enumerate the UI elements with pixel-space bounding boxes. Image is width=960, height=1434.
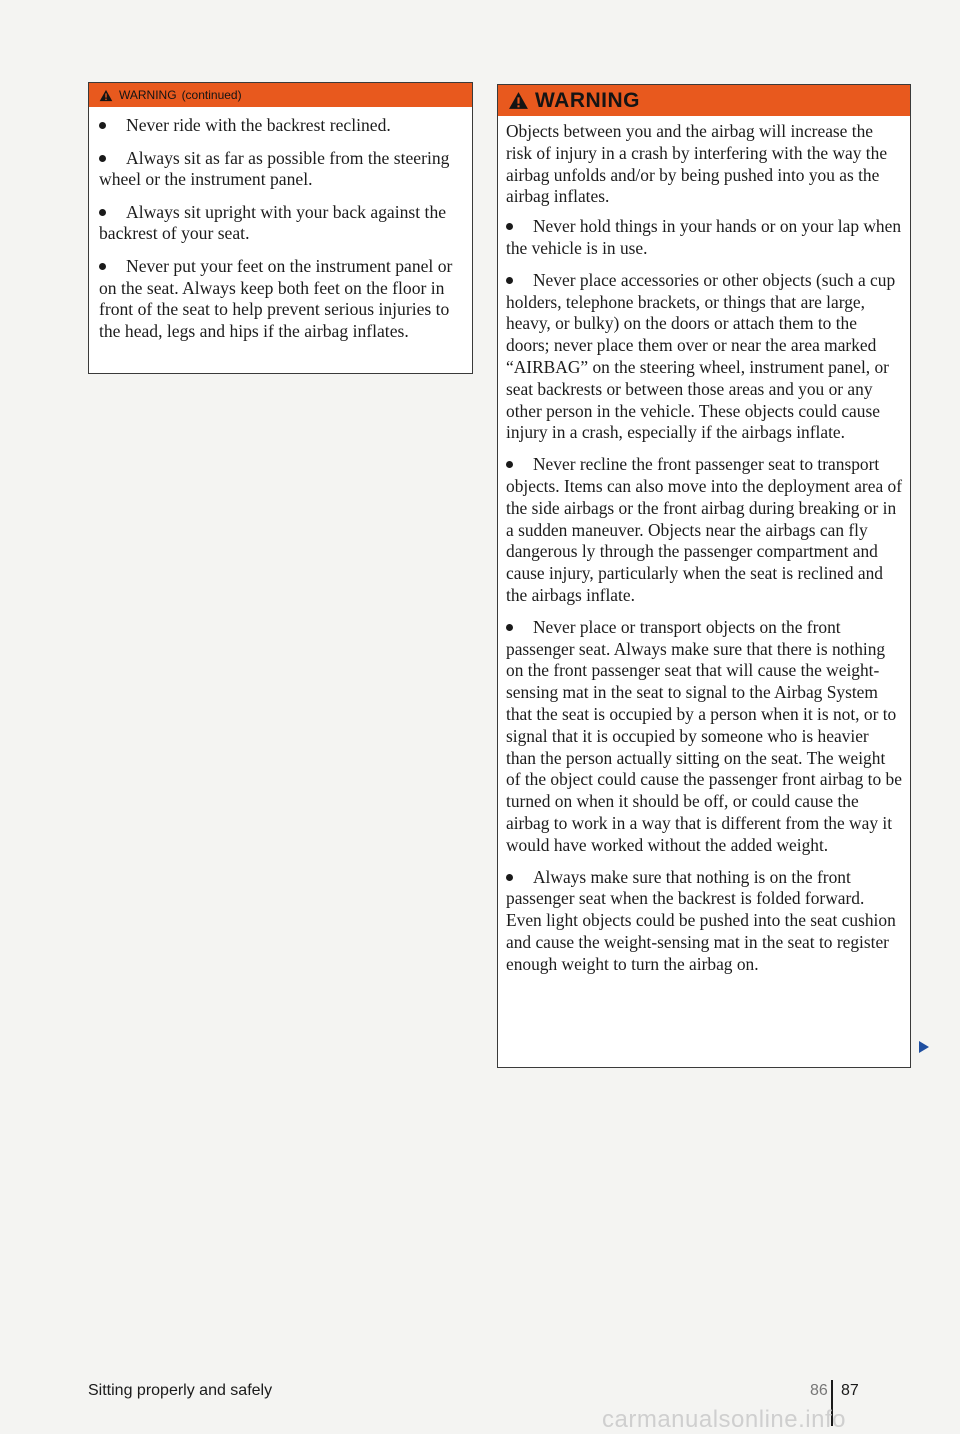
continue-arrow-icon (919, 1041, 929, 1053)
warning-bullet: Always sit as far as possible from the steering wheel or the instrument panel. (99, 147, 450, 190)
warning-header (498, 85, 910, 116)
warning-bullet: Always sit upright with your back against the backrest of your seat. (99, 201, 447, 244)
page-number-right: 87 (841, 1382, 859, 1399)
warning-title: WARNING (535, 88, 640, 112)
warning-bullet: Never place or transport objects on the front passenger seat. Always make sure that there is nothing on the front passenger seat that will cause the weight-sensing mat in the seat to signal to the Airbag System that the seat is occupied by a person when it is not, or to signal that it is occupied by someone who is heavier than the person actually sitting on the seat. The weight of the object could cause the passenger front airbag to be turned on when it should be off, or could cause the airbag to work in a way that is different from the way it would have worked without the added weight. (506, 616, 902, 855)
warning-bullet: Never recline the front passenger seat to transport objects. Items can also move into the deployment area of the side airbags or the front airbag during breaking or in a sudden maneuver. Objects near the airbags can fly dangerous ly through the passenger compartment and cause injury, particularly when the seat is reclined and the airbags inflate. (506, 454, 902, 605)
bullet-dot (506, 277, 513, 284)
bullet-dot (506, 874, 513, 881)
warning-bullet: Never put your feet on the instrument panel or on the seat. Always keep both feet on the floor in front of the seat to help prevent serious injuries to the head, legs and hips if the airbag inflates. (99, 255, 453, 341)
section-title: Sitting properly and safely (88, 1382, 273, 1399)
warning-triangle-icon (508, 91, 529, 110)
warning-box-objects (497, 84, 911, 1068)
bullet-dot (99, 209, 106, 216)
watermark: carmanualsonline.info (602, 1406, 846, 1433)
warning-triangle-icon (99, 89, 113, 102)
bullet-dot (99, 263, 106, 270)
warning-bullet: Always make sure that nothing is on the front passenger seat when the backrest is folded forward. Even light objects could be pushed into the seat cushion and cause the weight-sensing mat in the seat to register enough weight to turn the airbag on. (506, 866, 896, 974)
bullet-dot (506, 624, 513, 631)
bullet-dot (506, 223, 513, 230)
bullet-dot (506, 461, 513, 468)
bullet-dot (99, 122, 106, 129)
page-number-left: 86 (810, 1382, 828, 1399)
warning-bullet: Never hold things in your hands or on your lap when the vehicle is in use. (506, 216, 902, 258)
bullet-dot (99, 155, 106, 162)
warning-header (89, 83, 472, 107)
warning-intro: Objects between you and the airbag will increase the risk of injury in a crash by interfering with the way the airbag unfolds and/or by being pushed into you as the airbag inflates. (506, 121, 888, 207)
warning-title: WARNING (119, 88, 177, 102)
warning-bullet: Never place accessories or other objects (such a cup holders, telephone brackets, or things that are large, heavy, or bulky) on the doors or attach them to the doors; never place them over or near the area marked “AIRBAG” on the steering wheel, instrument panel, or seat backrests or between those areas and you or any other person in the vehicle. These objects could cause injury in a crash, especially if the airbags inflate. (506, 269, 896, 443)
warning-box-continued (88, 82, 473, 374)
warning-bullet: Never ride with the backrest reclined. (99, 115, 462, 137)
warning-subtitle: (continued) (181, 88, 242, 102)
